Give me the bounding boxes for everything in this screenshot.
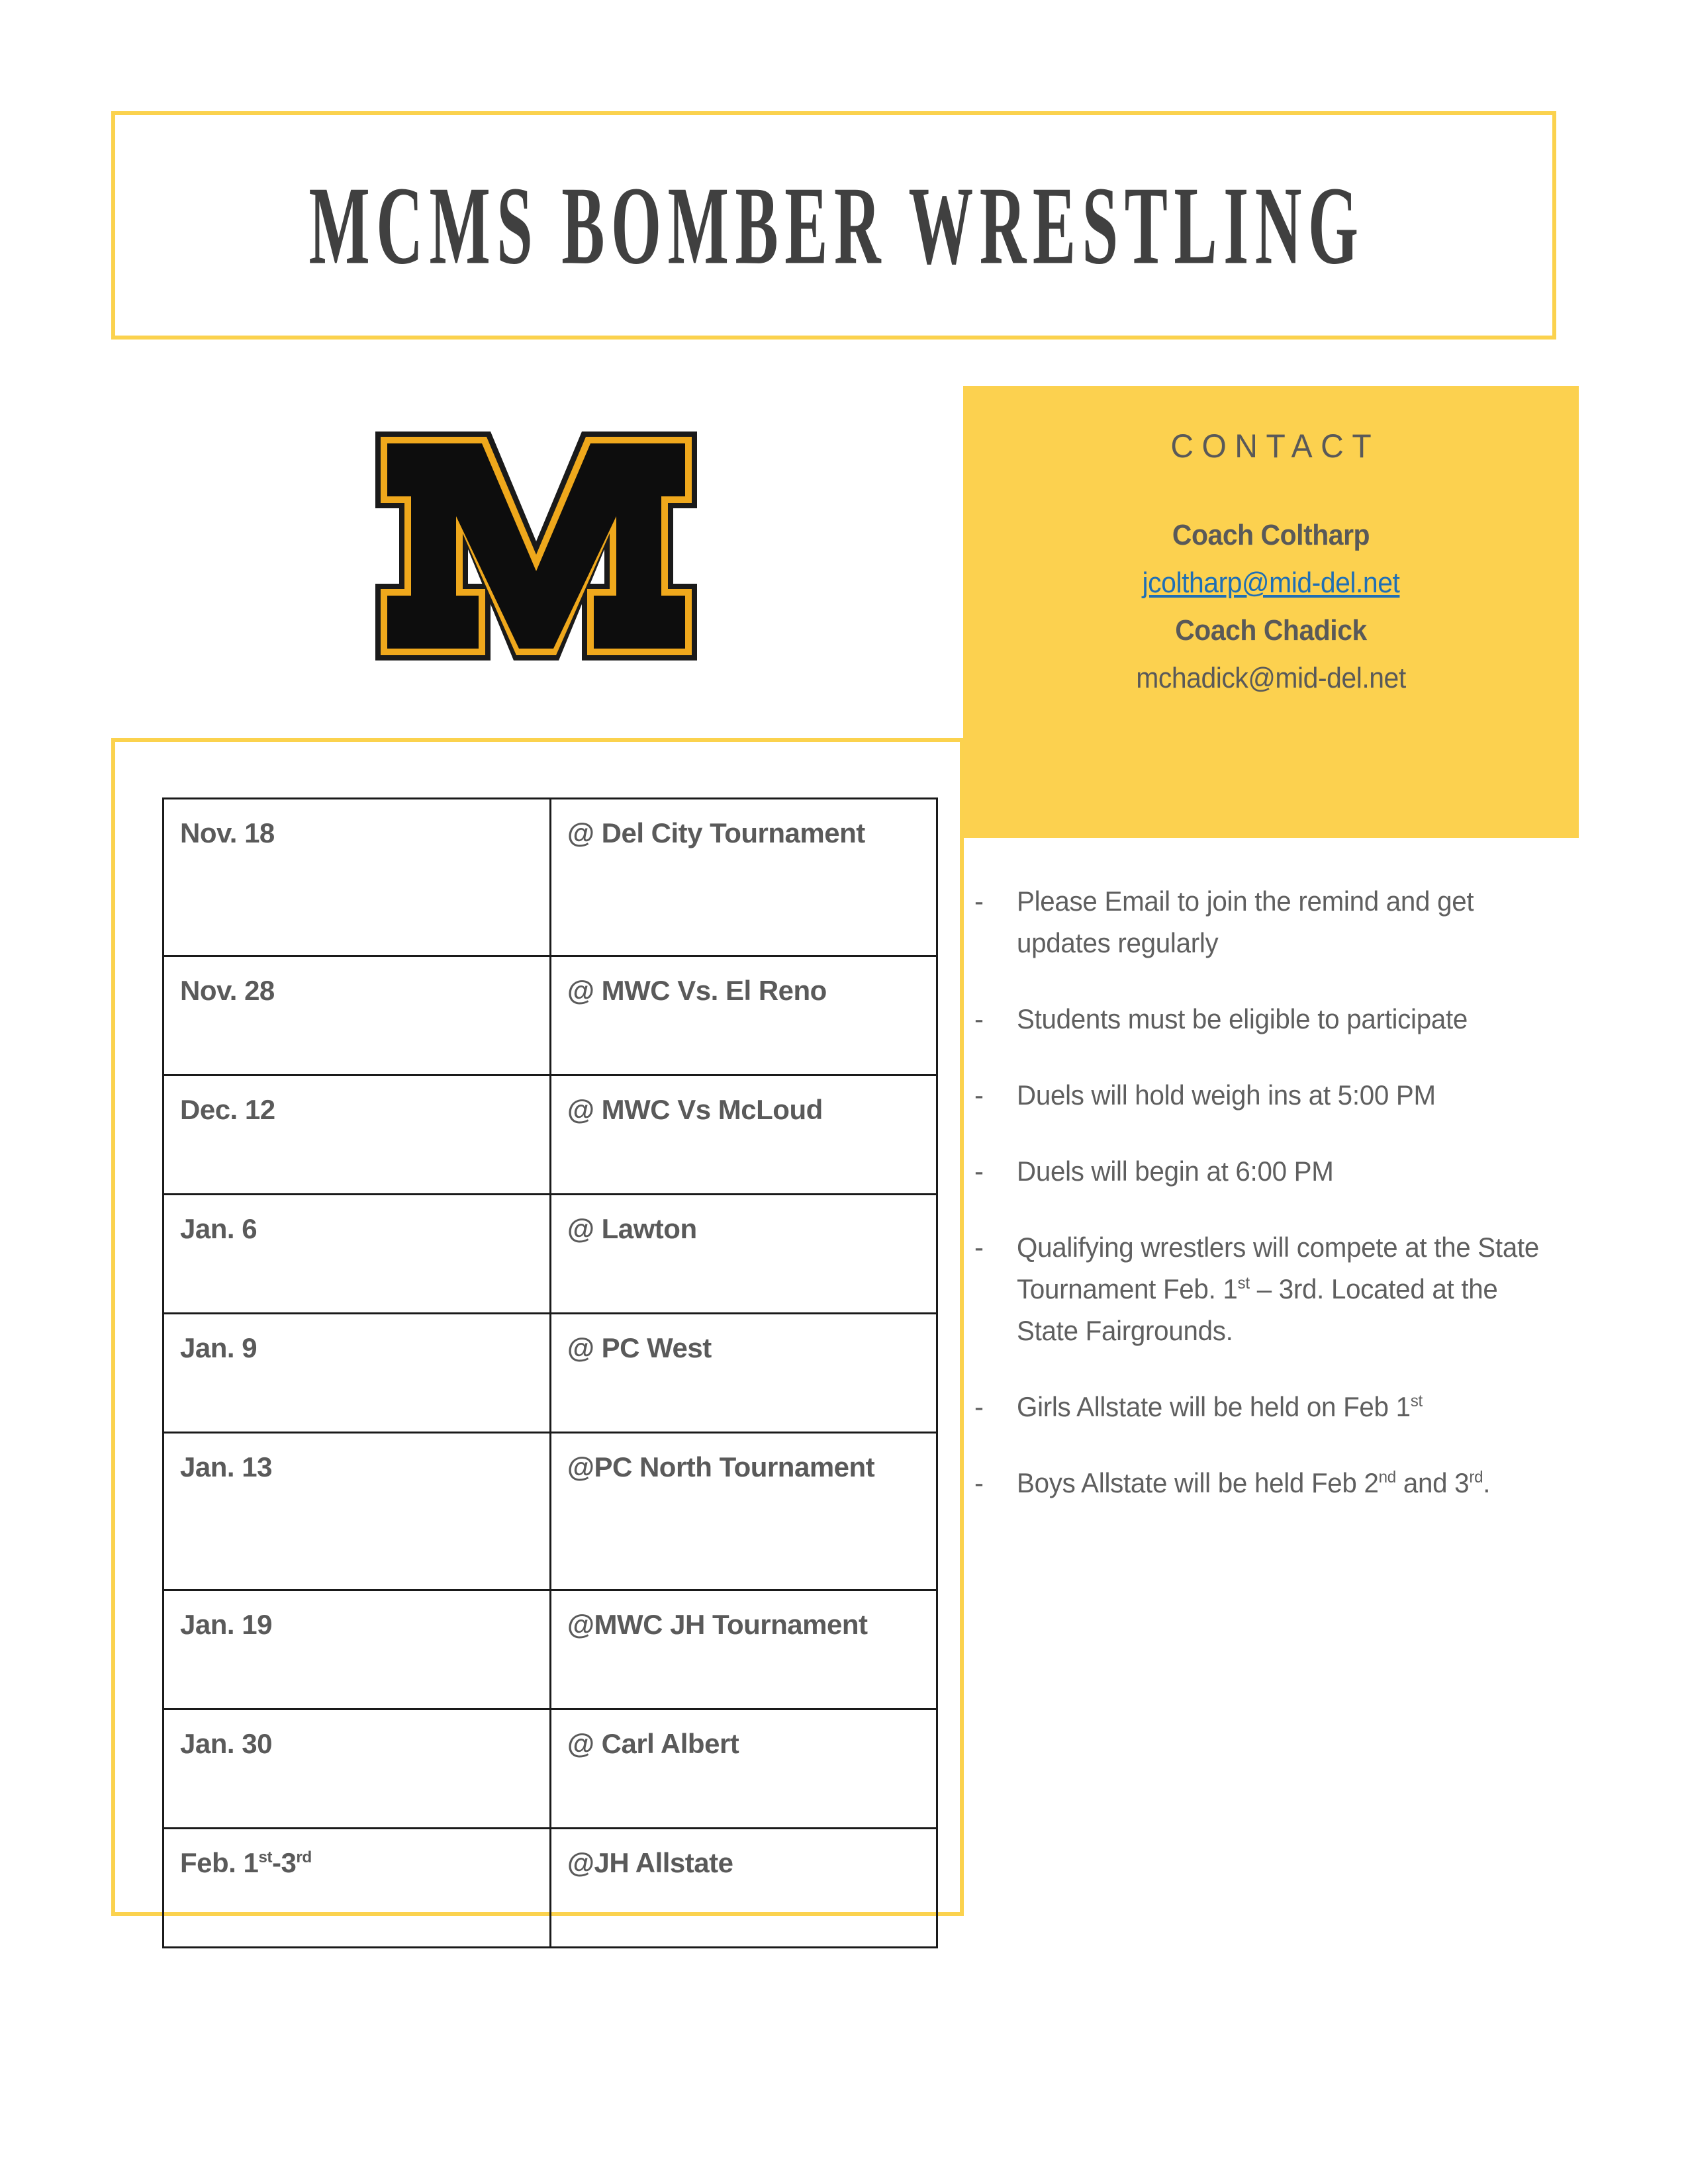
table-row	[164, 799, 937, 956]
note-text: Girls Allstate will be held on Feb 1st	[1017, 1391, 1423, 1422]
schedule-event-cell: @ MWC Vs. El Reno	[551, 956, 937, 1075]
schedule-event-cell: @ MWC Vs McLoud	[551, 1075, 937, 1195]
bullet-dash-icon: -	[974, 1467, 984, 1498]
bullet-dash-icon: -	[974, 1003, 984, 1034]
list-item	[966, 1074, 1582, 1116]
schedule-date-cell: Jan. 9	[164, 1314, 551, 1433]
list-item	[966, 1386, 1582, 1428]
bullet-dash-icon: -	[974, 886, 984, 917]
contact-heading: CONTACT	[1170, 428, 1380, 465]
table-row	[164, 1314, 937, 1433]
list-item	[966, 1150, 1582, 1192]
list-item	[966, 880, 1582, 964]
schedule-date-cell: Jan. 19	[164, 1590, 551, 1709]
table-row	[164, 1829, 937, 1948]
schedule-date-cell: Jan. 13	[164, 1433, 551, 1590]
table-row	[164, 1075, 937, 1195]
schedule-event-cell: @ Del City Tournament	[551, 799, 937, 956]
schedule-event-cell: @ Carl Albert	[551, 1709, 937, 1829]
note-text: Boys Allstate will be held Feb 2nd and 3rd.	[1017, 1467, 1491, 1498]
table-row	[164, 1709, 937, 1829]
schedule-table	[162, 797, 938, 1948]
bullet-dash-icon: -	[974, 1232, 984, 1263]
bomber-m-logo	[361, 417, 712, 675]
note-text: Qualifying wrestlers will compete at the State Tournament Feb. 1st – 3rd. Located at the State Fairgrounds.	[1017, 1232, 1540, 1346]
coach-name-chadick: Coach Chadick	[1175, 614, 1367, 647]
note-text: Students must be eligible to participate	[1017, 1003, 1468, 1034]
bullet-dash-icon: -	[974, 1079, 984, 1111]
page-title: MCMS BOMBER WRESTLING	[308, 162, 1365, 287]
schedule-date-cell: Feb. 1st-3rd	[164, 1829, 551, 1948]
notes-list	[966, 880, 1582, 1538]
schedule-table-body	[164, 799, 937, 1948]
note-text: Duels will hold weigh ins at 5:00 PM	[1017, 1079, 1436, 1111]
schedule-date-cell: Nov. 28	[164, 956, 551, 1075]
table-row	[164, 1195, 937, 1314]
schedule-event-cell: @ PC West	[551, 1314, 937, 1433]
bullet-dash-icon: -	[974, 1391, 984, 1422]
schedule-date-cell: Dec. 12	[164, 1075, 551, 1195]
schedule-event-cell: @MWC JH Tournament	[551, 1590, 937, 1709]
coach-email-chadick: mchadick@mid-del.net	[1136, 662, 1406, 694]
m-logo-icon	[361, 417, 712, 675]
schedule-event-cell: @PC North Tournament	[551, 1433, 937, 1590]
list-item	[966, 1226, 1582, 1351]
schedule-date-cell: Jan. 6	[164, 1195, 551, 1314]
schedule-event-cell: @JH Allstate	[551, 1829, 937, 1948]
list-item	[966, 1462, 1582, 1504]
list-item	[966, 998, 1582, 1040]
contact-panel	[963, 386, 1579, 838]
table-row	[164, 956, 937, 1075]
table-row	[164, 1433, 937, 1590]
note-text: Please Email to join the remind and get updates regularly	[1017, 886, 1474, 958]
bullet-dash-icon: -	[974, 1156, 984, 1187]
table-row	[164, 1590, 937, 1709]
coach-email-coltharp-link[interactable]: jcoltharp@mid-del.net	[1142, 567, 1400, 599]
title-frame	[111, 111, 1556, 340]
schedule-date-cell: Nov. 18	[164, 799, 551, 956]
schedule-date-cell: Jan. 30	[164, 1709, 551, 1829]
coach-name-coltharp: Coach Coltharp	[1172, 519, 1370, 551]
schedule-event-cell: @ Lawton	[551, 1195, 937, 1314]
note-text: Duels will begin at 6:00 PM	[1017, 1156, 1334, 1187]
